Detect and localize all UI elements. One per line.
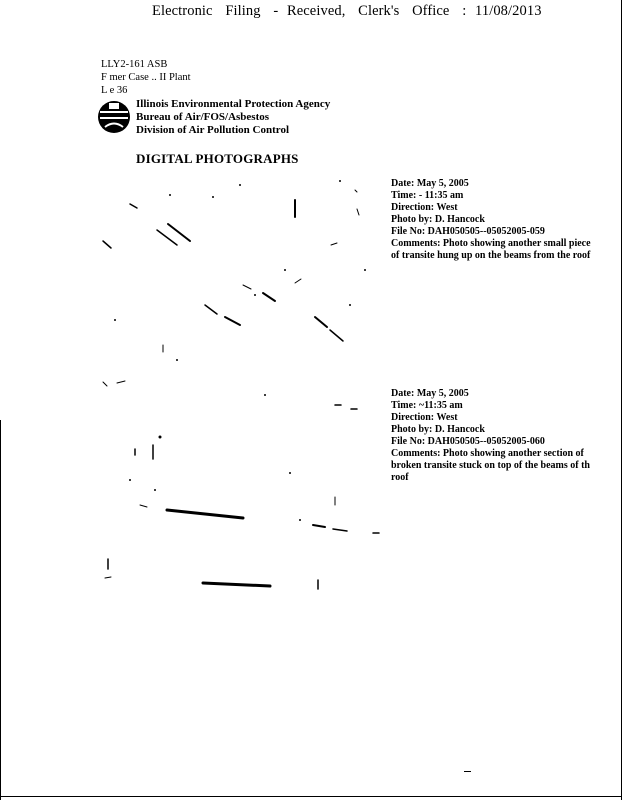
case-fragment-1: LLY2-161 ASB bbox=[101, 59, 168, 70]
agency-logo-icon bbox=[97, 100, 131, 134]
photo-2-file-no: File No: DAH050505--05052005-060 bbox=[391, 436, 545, 447]
agency-division: Division of Air Pollution Control bbox=[136, 124, 290, 136]
header-part: Office bbox=[412, 3, 450, 19]
photo-1-comments-cont: of transite hung up on the beams from the roof bbox=[391, 250, 591, 261]
page-title: DIGITAL PHOTOGRAPHS bbox=[136, 151, 299, 166]
stray-mark bbox=[464, 771, 471, 772]
scan-border-bottom bbox=[0, 796, 622, 797]
photo-2-image bbox=[95, 385, 385, 595]
photo-2-direction: Direction: West bbox=[391, 412, 458, 423]
photo-1-direction: Direction: West bbox=[391, 202, 458, 213]
scan-border-right bbox=[621, 0, 622, 800]
header-part: Electronic bbox=[152, 3, 213, 19]
agency-name: Illinois Environmental Protection Agency bbox=[136, 98, 331, 110]
photo-1-photographer: Photo by: D. Hancock bbox=[391, 214, 485, 225]
scan-border-left bbox=[0, 420, 1, 800]
photo-2-comments-end: roof bbox=[391, 472, 409, 483]
case-fragment-2: F mer Case .. II Plant bbox=[101, 72, 191, 83]
header-part: Clerk's bbox=[358, 3, 400, 19]
photo-1-comments: Comments: Photo showing another small piece bbox=[391, 238, 591, 249]
photo-2-date: Date: May 5, 2005 bbox=[391, 388, 469, 399]
filing-header bbox=[152, 3, 546, 20]
photo-2-comments-cont: broken transite stuck on top of the beams of th bbox=[391, 460, 590, 471]
photo-2-photographer: Photo by: D. Hancock bbox=[391, 424, 485, 435]
agency-bureau: Bureau of Air/FOS/Asbestos bbox=[136, 111, 270, 123]
photo-1-file-no: File No: DAH050505--05052005-059 bbox=[391, 226, 545, 237]
photo-2-comments: Comments: Photo showing another section of bbox=[391, 448, 584, 459]
photo-1-image bbox=[95, 175, 385, 395]
header-part: : 11/08/2013 bbox=[462, 3, 542, 19]
photo-1-time: Time: - 11:35 am bbox=[391, 190, 464, 201]
case-fragment-3: L e 36 bbox=[101, 85, 128, 96]
photo-1-date: Date: May 5, 2005 bbox=[391, 178, 469, 189]
photo-2-time: Time: ~11:35 am bbox=[391, 400, 463, 411]
photo-1-info bbox=[391, 178, 591, 262]
photo-2-info bbox=[391, 388, 590, 484]
header-part: - Received, bbox=[273, 3, 346, 19]
header-part: Filing bbox=[225, 3, 261, 19]
